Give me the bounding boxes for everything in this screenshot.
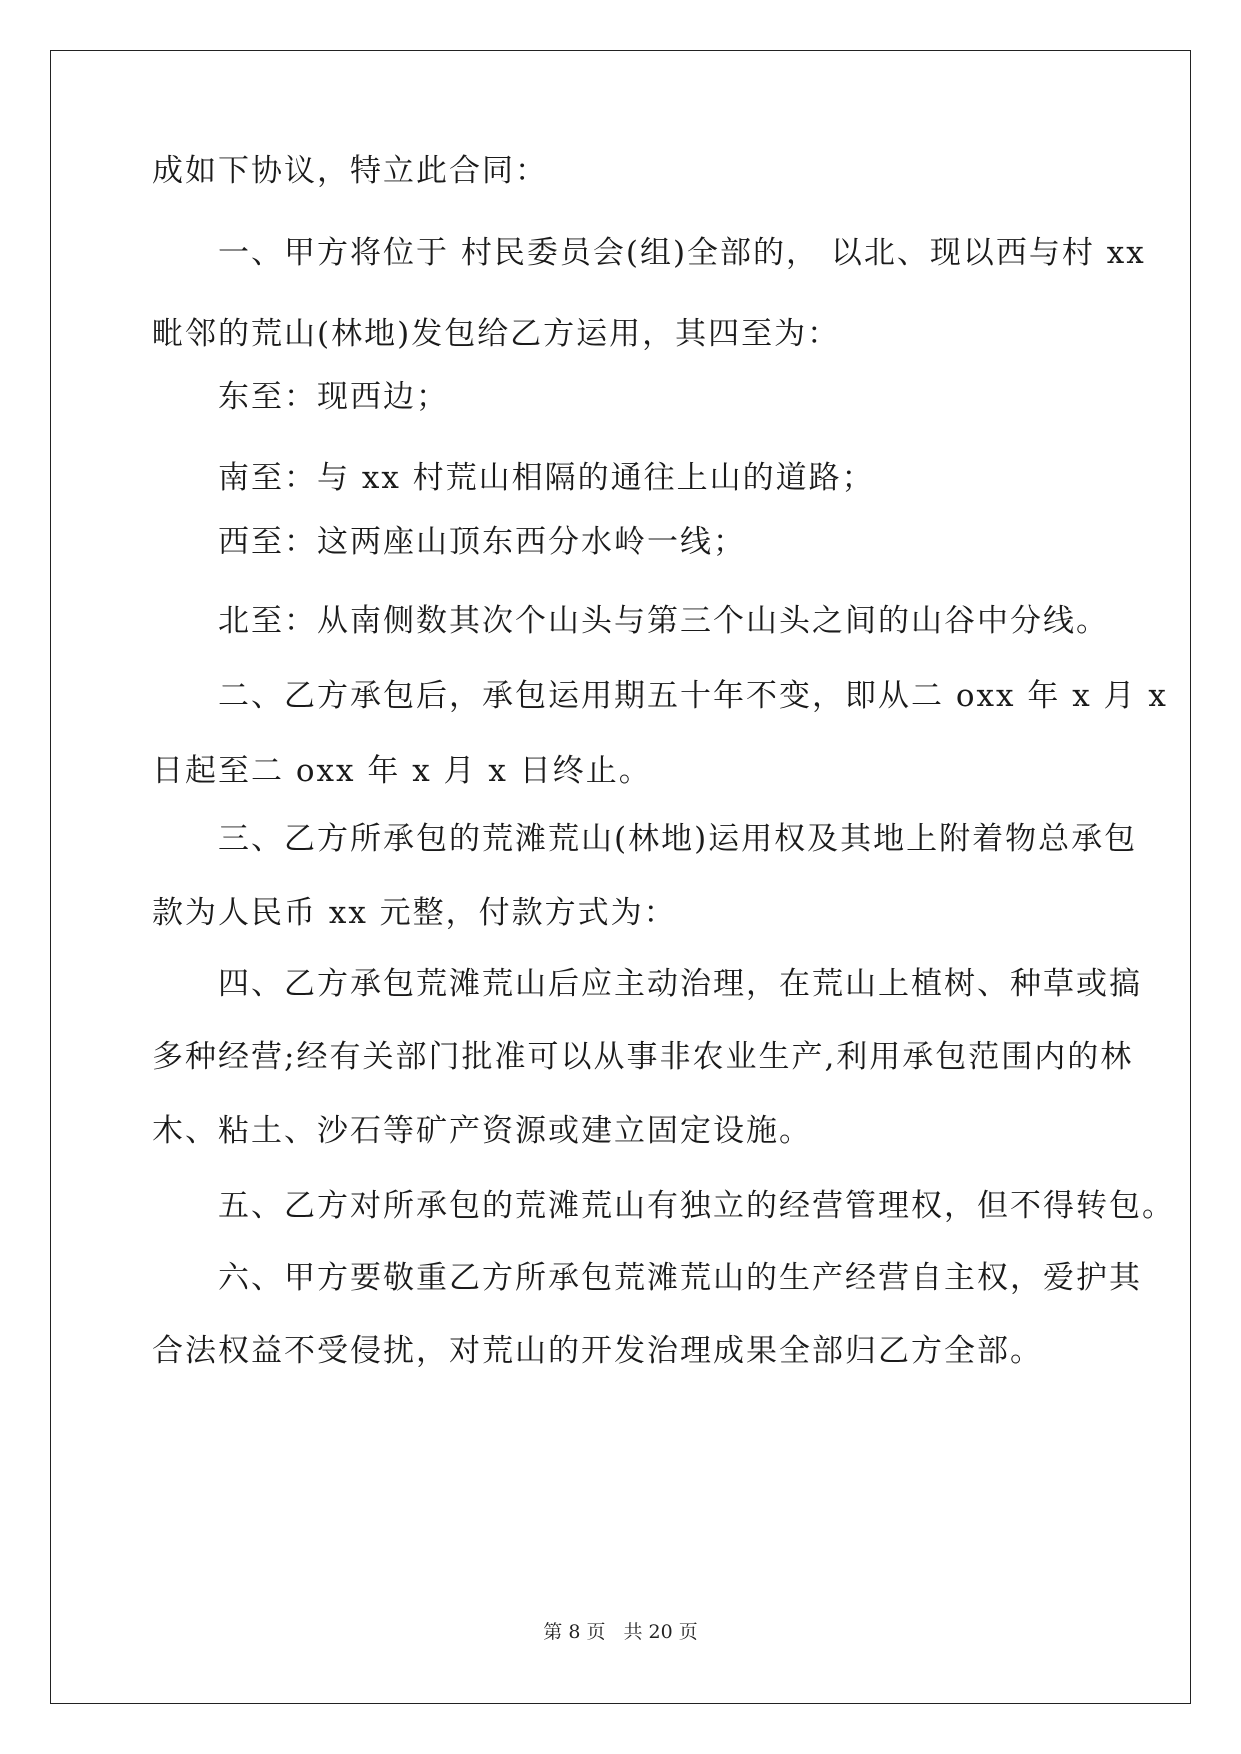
- page-frame: [50, 50, 1191, 1704]
- text-line: 款为人民币 xx 元整，付款方式为：: [152, 895, 677, 931]
- text-line: 日起至二 oxx 年 x 月 x 日终止。: [152, 753, 652, 789]
- text-line: 北至：从南侧数其次个山头与第三个山头之间的山谷中分线。: [152, 603, 1109, 639]
- page-total: 共 20 页: [623, 1621, 698, 1643]
- text-line: 合法权益不受侵扰，对荒山的开发治理成果全部归乙方全部。: [152, 1333, 1043, 1369]
- text-line: 四、乙方承包荒滩荒山后应主动治理，在荒山上植树、种草或搞: [152, 966, 1142, 1002]
- text-line: 六、甲方要敬重乙方所承包荒滩荒山的生产经营自主权，爱护其: [152, 1260, 1142, 1296]
- text-line: 毗邻的荒山(林地)发包给乙方运用，其四至为：: [152, 316, 841, 352]
- text-line: 三、乙方所承包的荒滩荒山(林地)运用权及其地上附着物总承包: [152, 821, 1138, 857]
- page-footer: [0, 1617, 1241, 1644]
- text-line: 多种经营;经有关部门批准可以从事非农业生产,利用承包范围内的林: [152, 1039, 1134, 1075]
- text-line: 成如下协议，特立此合同：: [152, 153, 548, 189]
- text-line: 二、乙方承包后，承包运用期五十年不变，即从二 oxx 年 x 月 x: [152, 678, 1168, 714]
- text-line: 南至：与 xx 村荒山相隔的通往上山的道路；: [152, 460, 875, 496]
- text-line: 五、乙方对所承包的荒滩荒山有独立的经营管理权，但不得转包。: [152, 1188, 1175, 1224]
- text-line: 西至：这两座山顶东西分水岭一线；: [152, 524, 746, 560]
- text-line: 木、粘土、沙石等矿产资源或建立固定设施。: [152, 1113, 812, 1149]
- page-number: 第 8 页: [543, 1621, 606, 1643]
- text-line: 东至：现西边；: [152, 379, 449, 415]
- text-line: 一、甲方将位于 村民委员会(组)全部的， 以北、现以西与村 xx: [152, 235, 1146, 271]
